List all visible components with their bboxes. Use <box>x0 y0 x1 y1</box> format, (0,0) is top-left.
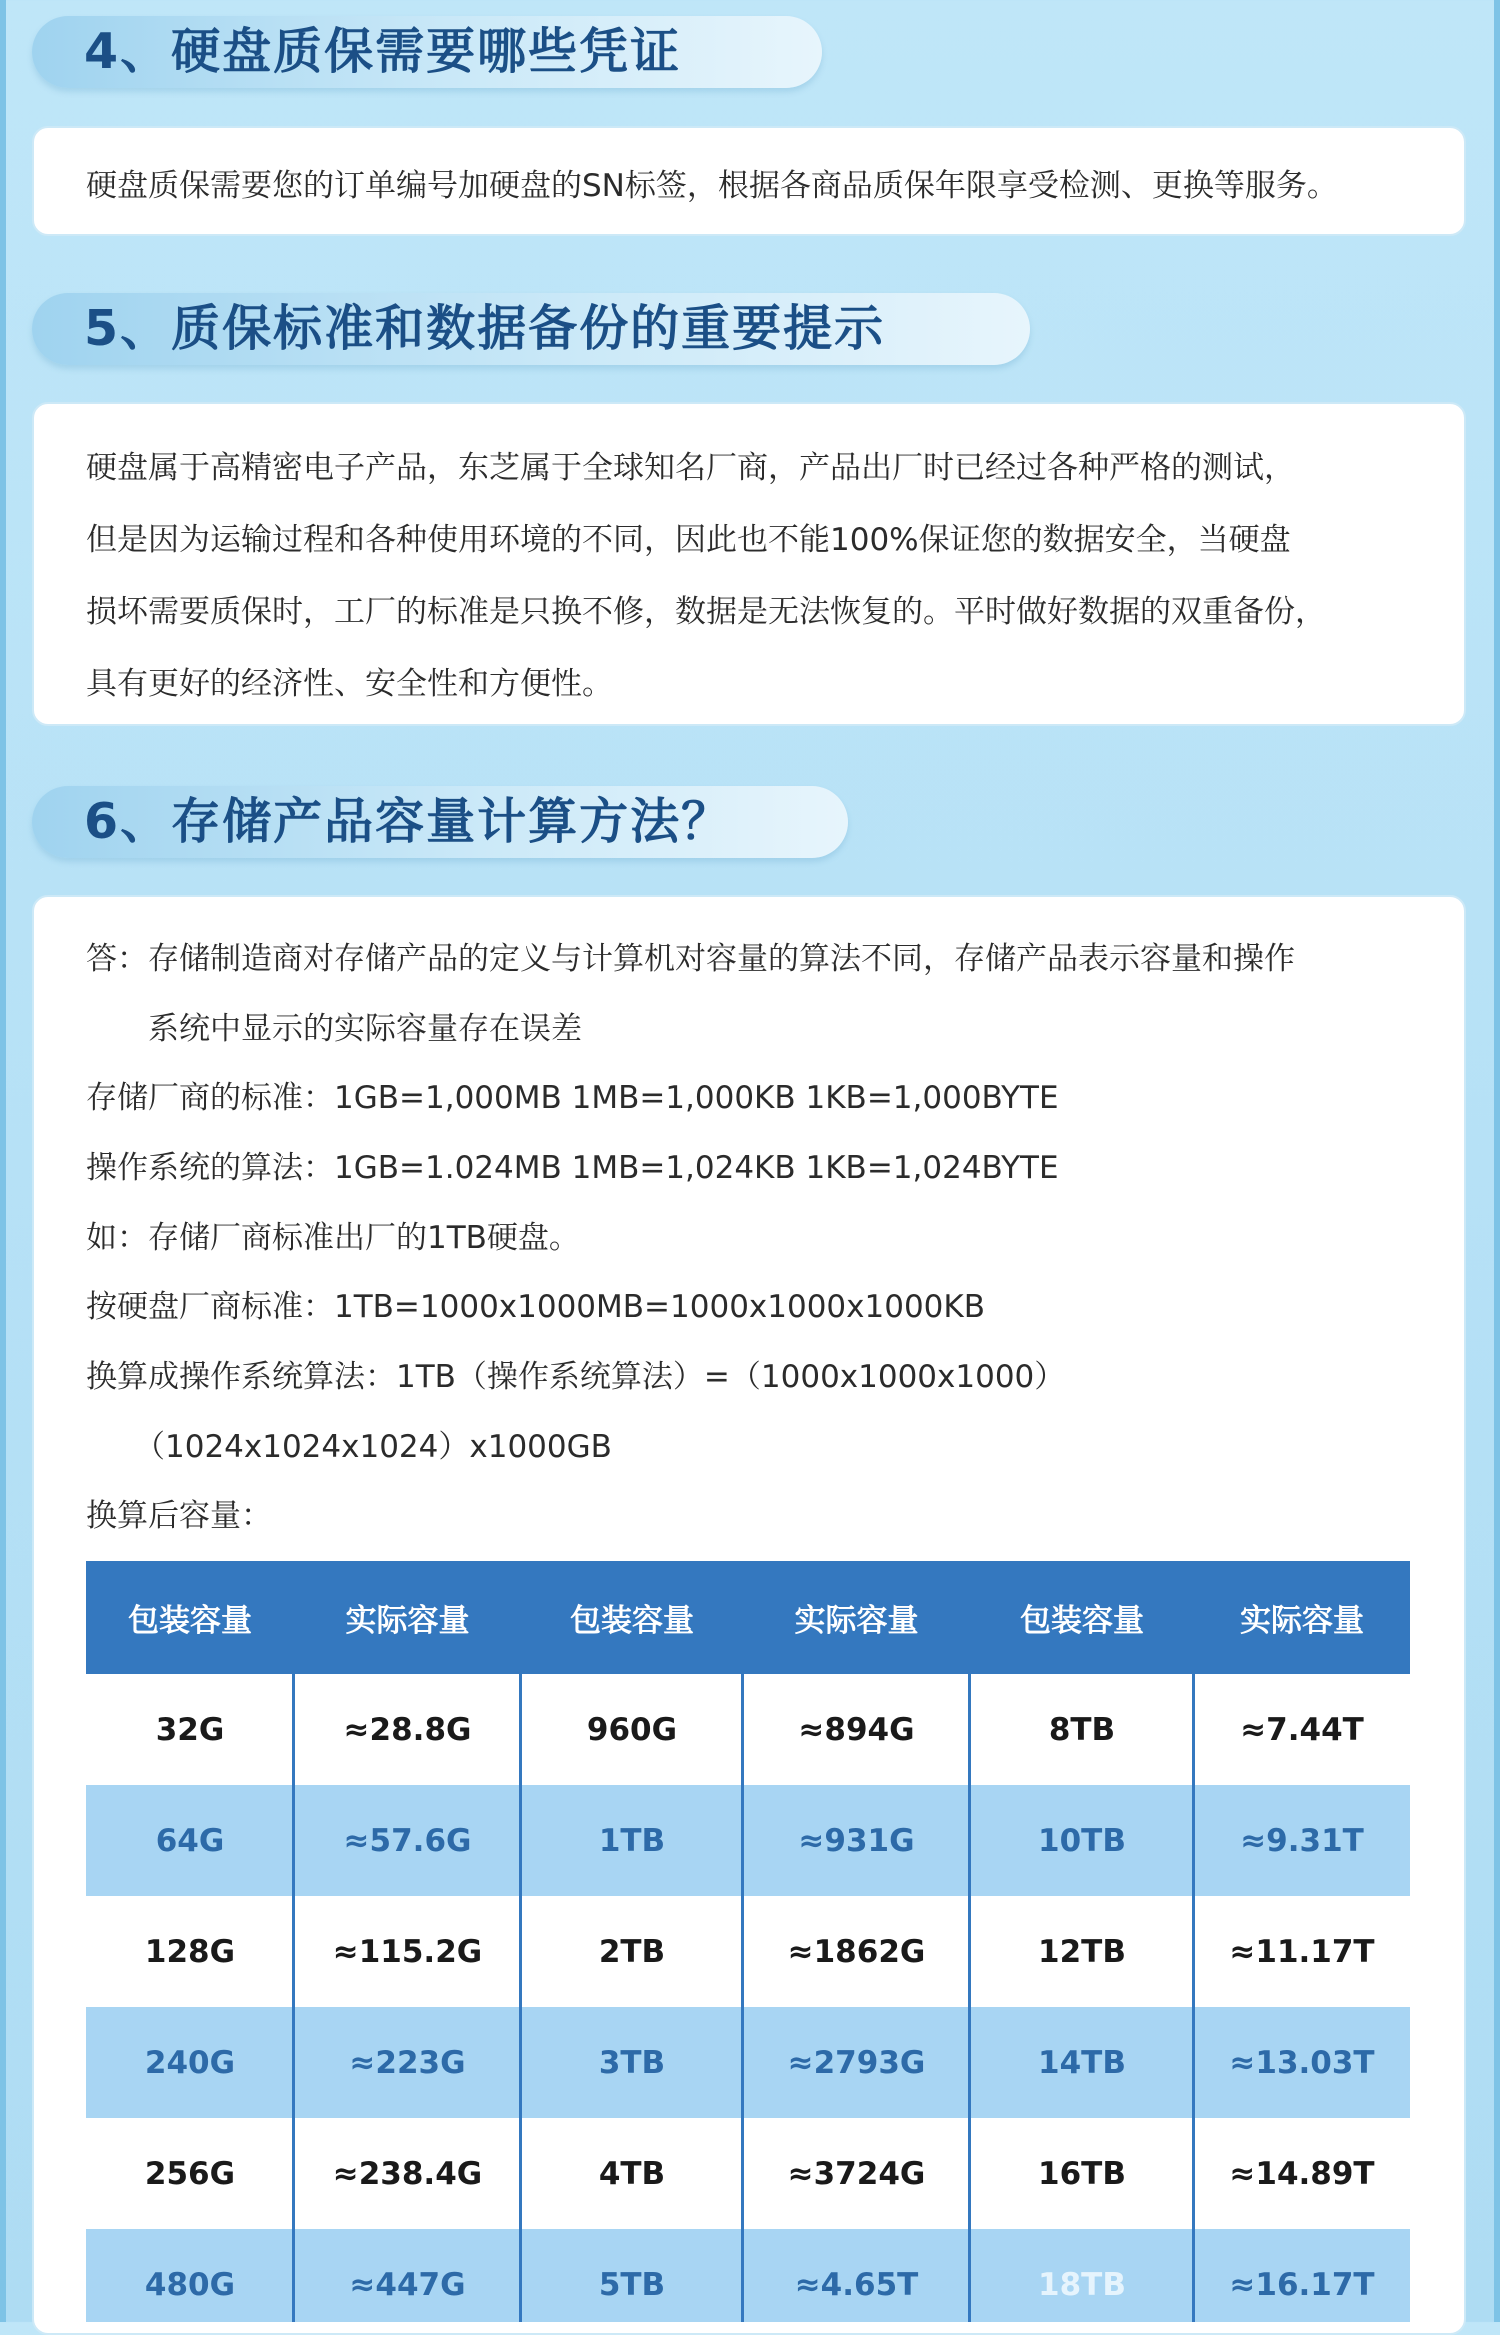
table-cell: 4TB <box>598 2155 666 2192</box>
section-5-line: 硬盘属于高精密电子产品，东芝属于全球知名厂商，产品出厂时已经过各种严格的测试， <box>86 450 1295 486</box>
table-cell: ≈7.44T <box>1240 1711 1364 1748</box>
table-cell: 240G <box>144 2044 236 2081</box>
table-row <box>86 2007 1410 2118</box>
table-header-cell: 实际容量 <box>345 1603 470 1639</box>
section-5-line: 但是因为运输过程和各种使用环境的不同，因此也不能100%保证您的数据安全，当硬盘 <box>86 522 1291 558</box>
table-cell: ≈4.65T <box>794 2266 919 2303</box>
column-divider <box>519 1674 522 2322</box>
table-cell: 16TB <box>1038 2155 1126 2192</box>
section-4-card <box>32 126 1466 236</box>
capacity-table <box>86 1561 1410 2322</box>
table-cell: ≈3724G <box>787 2155 926 2192</box>
table-cell: 8TB <box>1048 1711 1116 1748</box>
table-cell: ≈57.6G <box>343 1822 472 1859</box>
column-divider <box>1192 1674 1195 2322</box>
section-6-heading <box>32 786 848 858</box>
table-cell: 256G <box>144 2155 236 2192</box>
table-header <box>86 1561 1410 1674</box>
table-cell: 128G <box>144 1933 236 1970</box>
section-6-line: 答：存储制造商对存储产品的定义与计算机对容量的算法不同，存储产品表示容量和操作 <box>86 941 1295 977</box>
table-cell: 18TB <box>1038 2266 1126 2303</box>
table-cell: ≈931G <box>798 1822 915 1859</box>
table-cell: ≈16.17T <box>1229 2266 1375 2303</box>
table-cell: ≈894G <box>798 1711 915 1748</box>
table-cell: ≈1862G <box>787 1933 926 1970</box>
table-cell: ≈238.4G <box>332 2155 483 2192</box>
table-cell: ≈447G <box>349 2266 466 2303</box>
column-divider <box>292 1674 295 2322</box>
table-cell: 12TB <box>1038 1933 1126 1970</box>
table-header-cell: 包装容量 <box>128 1603 252 1639</box>
table-header-cell: 实际容量 <box>1240 1603 1364 1639</box>
section-5-line: 具有更好的经济性、安全性和方便性。 <box>86 666 613 702</box>
table-cell: ≈223G <box>349 2044 466 2081</box>
table-cell: 64G <box>155 1822 225 1859</box>
table-cell: 14TB <box>1038 2044 1126 2081</box>
section-6-line: 操作系统的算法：1GB=1.024MB 1MB=1,024KB 1KB=1,024BYTE <box>86 1150 1059 1186</box>
section-6-line: （1024x1024x1024）x1000GB <box>134 1429 612 1465</box>
table-cell: ≈11.17T <box>1229 1933 1375 1970</box>
table-header-cell: 包装容量 <box>1020 1603 1144 1639</box>
column-divider <box>741 1674 744 2322</box>
section-6-title: 6、存储产品容量计算方法？ <box>84 793 733 850</box>
section-6-line: 如：存储厂商标准出厂的1TB硬盘。 <box>86 1220 580 1256</box>
table-cell: ≈28.8G <box>343 1711 472 1748</box>
section-5-line: 损坏需要质保时，工厂的标准是只换不修，数据是无法恢复的。平时做好数据的双重备份， <box>86 594 1326 630</box>
table-cell: ≈14.89T <box>1229 2155 1375 2192</box>
section-5-card <box>32 402 1466 726</box>
section-6-line: 按硬盘厂商标准：1TB=1000x1000MB=1000x1000x1000KB <box>86 1289 985 1325</box>
section-5-title: 5、质保标准和数据备份的重要提示 <box>84 300 886 357</box>
table-cell: 3TB <box>598 2044 666 2081</box>
section-4-text: 硬盘质保需要您的订单编号加硬盘的SN标签，根据各商品质保年限享受检测、更换等服务。 <box>86 168 1338 204</box>
table-cell: ≈115.2G <box>332 1933 483 1970</box>
table-cell: 1TB <box>598 1822 666 1859</box>
table-row <box>86 1674 1410 1785</box>
table-header-cell: 实际容量 <box>794 1603 919 1639</box>
table-row <box>86 1896 1410 2007</box>
section-4-title: 4、硬盘质保需要哪些凭证 <box>84 23 682 80</box>
section-5-heading <box>32 293 1030 365</box>
section-6-line: 存储厂商的标准：1GB=1,000MB 1MB=1,000KB 1KB=1,000BYTE <box>86 1080 1059 1116</box>
table-row <box>86 2118 1410 2229</box>
table-header-cell: 包装容量 <box>570 1603 694 1639</box>
table-row <box>86 1785 1410 1896</box>
table-cell: 5TB <box>598 2266 666 2303</box>
table-cell: 10TB <box>1038 1822 1126 1859</box>
table-cell: ≈2793G <box>787 2044 926 2081</box>
table-cell: ≈13.03T <box>1229 2044 1375 2081</box>
column-divider <box>968 1674 971 2322</box>
section-6-line: 换算成操作系统算法：1TB（操作系统算法）=（1000x1000x1000） <box>86 1359 1066 1395</box>
table-cell: 960G <box>586 1711 678 1748</box>
section-4-heading <box>32 16 822 88</box>
table-cell: ≈9.31T <box>1240 1822 1364 1859</box>
table-cell: 480G <box>144 2266 236 2303</box>
section-6-line: 换算后容量： <box>86 1498 272 1534</box>
table-row <box>86 2229 1410 2322</box>
table-cell: 32G <box>155 1711 225 1748</box>
table-cell: 2TB <box>598 1933 666 1970</box>
section-6-line: 系统中显示的实际容量存在误差 <box>148 1011 582 1047</box>
